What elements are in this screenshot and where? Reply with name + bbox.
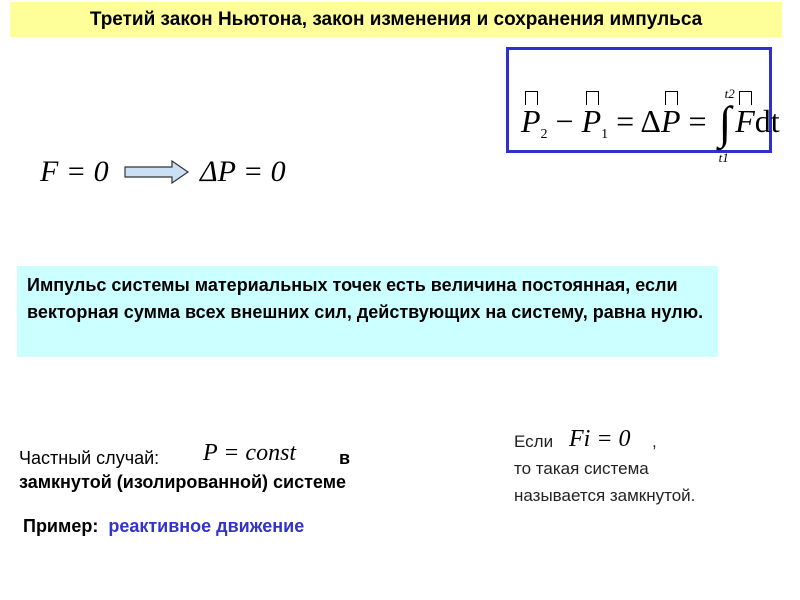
- conservation-statement: Импульс системы материальных точек есть величина постоянная, если векторная сумма всех внешних сил, действующих на систему, равна нулю.: [27, 275, 704, 322]
- momentum-zero-formula: ΔP = 0: [200, 155, 286, 188]
- momentum-change-formula: [521, 86, 780, 165]
- p2-symbol: P: [521, 103, 541, 139]
- conservation-statement-box: [17, 266, 718, 357]
- delta-p-symbol: P: [661, 103, 681, 139]
- if-label: Если: [514, 432, 554, 451]
- integral-sign: ∫ t2 t1: [718, 86, 735, 165]
- internal-force-formula: Fi = 0: [569, 426, 631, 452]
- equals-delta: = Δ: [608, 103, 661, 139]
- force-zero-formula: F = 0: [40, 155, 109, 188]
- closed-definition-line2: то такая система: [514, 459, 649, 478]
- implication-arrow-icon: [124, 160, 190, 184]
- example-value: реактивное движение: [108, 516, 305, 536]
- special-case-label: Частный случай:: [19, 448, 160, 468]
- p1-symbol: P: [581, 103, 602, 139]
- f-symbol: F: [735, 103, 755, 139]
- closed-definition-line3: называется замкнутой.: [514, 486, 696, 505]
- special-case-suffix: в: [339, 448, 351, 468]
- example: [23, 516, 304, 537]
- lower-limit: t1: [718, 150, 729, 165]
- closed-system-definition: [514, 428, 695, 509]
- p2-subscript: 2: [540, 127, 548, 142]
- minus-sign: −: [547, 103, 582, 139]
- title-bar: [10, 2, 782, 37]
- constant-momentum-formula: P = const: [203, 440, 297, 466]
- comma: ,: [652, 432, 657, 451]
- closed-system-text: замкнутой (изолированной) системе: [19, 472, 347, 492]
- momentum-change-formula-box: [506, 47, 780, 165]
- example-label: Пример:: [23, 516, 99, 536]
- upper-limit: t2: [724, 86, 735, 101]
- page-title: Третий закон Ньютона, закон изменения и сохранения импульса: [89, 8, 703, 30]
- p1-subscript: 1: [601, 127, 609, 142]
- equals-sign: =: [680, 103, 715, 139]
- dt-symbol: dt: [754, 103, 780, 139]
